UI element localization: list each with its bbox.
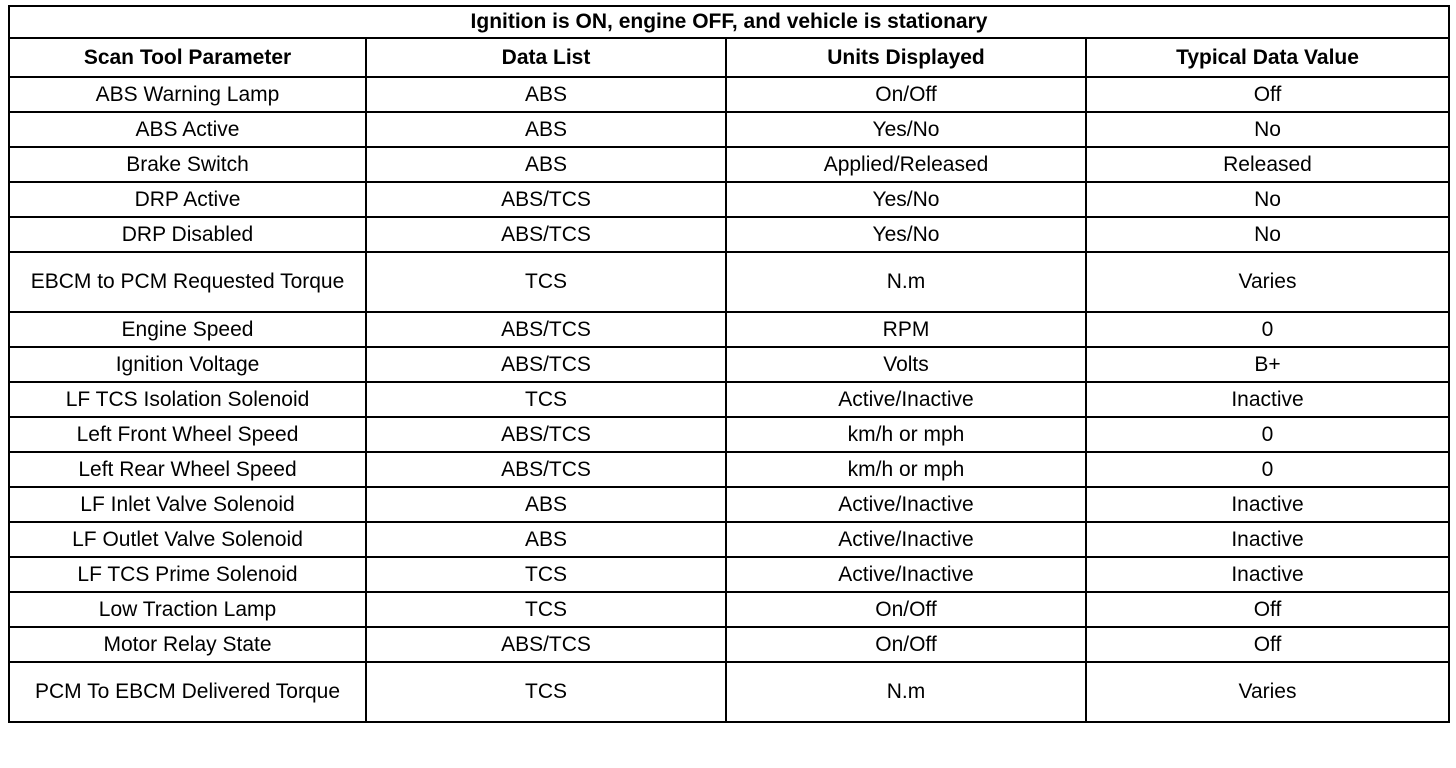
table-row — [9, 592, 1449, 627]
parameter-cell: Brake Switch — [9, 147, 366, 182]
table-row — [9, 217, 1449, 252]
typical-value-cell: No — [1086, 217, 1449, 252]
table-row — [9, 112, 1449, 147]
typical-value-cell: 0 — [1086, 417, 1449, 452]
parameter-cell: LF Inlet Valve Solenoid — [9, 487, 366, 522]
units-cell: Applied/Released — [726, 147, 1086, 182]
parameter-cell: LF TCS Prime Solenoid — [9, 557, 366, 592]
data-list-cell: ABS/TCS — [366, 452, 726, 487]
typical-value-cell: No — [1086, 182, 1449, 217]
table-row — [9, 627, 1449, 662]
typical-value-cell: B+ — [1086, 347, 1449, 382]
typical-value-cell: Released — [1086, 147, 1449, 182]
typical-value-cell: Off — [1086, 592, 1449, 627]
parameter-cell: Low Traction Lamp — [9, 592, 366, 627]
data-list-cell: TCS — [366, 557, 726, 592]
parameter-cell: LF Outlet Valve Solenoid — [9, 522, 366, 557]
data-list-cell: ABS — [366, 112, 726, 147]
parameter-cell: Left Front Wheel Speed — [9, 417, 366, 452]
data-list-cell: ABS — [366, 487, 726, 522]
data-list-cell: ABS — [366, 522, 726, 557]
data-list-cell: TCS — [366, 382, 726, 417]
data-list-cell: TCS — [366, 592, 726, 627]
table-caption-row — [9, 6, 1449, 38]
parameter-cell: PCM To EBCM Delivered Torque — [9, 662, 366, 722]
column-header-parameter: Scan Tool Parameter — [9, 38, 366, 77]
table-row — [9, 417, 1449, 452]
data-list-cell: ABS/TCS — [366, 347, 726, 382]
units-cell: Active/Inactive — [726, 557, 1086, 592]
data-list-cell: ABS — [366, 147, 726, 182]
table-row — [9, 487, 1449, 522]
table-row — [9, 557, 1449, 592]
units-cell: Yes/No — [726, 112, 1086, 147]
units-cell: On/Off — [726, 627, 1086, 662]
typical-value-cell: Inactive — [1086, 557, 1449, 592]
data-list-cell: TCS — [366, 662, 726, 722]
table-row — [9, 147, 1449, 182]
column-header-data-list: Data List — [366, 38, 726, 77]
table-row — [9, 347, 1449, 382]
units-cell: N.m — [726, 252, 1086, 312]
units-cell: Volts — [726, 347, 1086, 382]
table-row — [9, 252, 1449, 312]
typical-value-cell: Inactive — [1086, 487, 1449, 522]
typical-value-cell: Inactive — [1086, 382, 1449, 417]
parameter-cell: Left Rear Wheel Speed — [9, 452, 366, 487]
table-header-row — [9, 38, 1449, 77]
units-cell: Active/Inactive — [726, 487, 1086, 522]
column-header-typical-value: Typical Data Value — [1086, 38, 1449, 77]
parameter-cell: ABS Warning Lamp — [9, 77, 366, 112]
data-list-cell: ABS/TCS — [366, 417, 726, 452]
scan-tool-data-table — [8, 5, 1450, 723]
parameter-cell: Motor Relay State — [9, 627, 366, 662]
table-row — [9, 662, 1449, 722]
table-caption: Ignition is ON, engine OFF, and vehicle is stationary — [9, 6, 1449, 38]
units-cell: N.m — [726, 662, 1086, 722]
table-row — [9, 522, 1449, 557]
parameter-cell: DRP Disabled — [9, 217, 366, 252]
units-cell: Active/Inactive — [726, 382, 1086, 417]
units-cell: km/h or mph — [726, 452, 1086, 487]
data-list-cell: ABS — [366, 77, 726, 112]
data-list-cell: ABS/TCS — [366, 627, 726, 662]
parameter-cell: LF TCS Isolation Solenoid — [9, 382, 366, 417]
column-header-units: Units Displayed — [726, 38, 1086, 77]
data-list-cell: TCS — [366, 252, 726, 312]
parameter-cell: ABS Active — [9, 112, 366, 147]
units-cell: Active/Inactive — [726, 522, 1086, 557]
table-row — [9, 452, 1449, 487]
units-cell: RPM — [726, 312, 1086, 347]
parameter-cell: Ignition Voltage — [9, 347, 366, 382]
typical-value-cell: 0 — [1086, 312, 1449, 347]
units-cell: On/Off — [726, 77, 1086, 112]
typical-value-cell: Off — [1086, 627, 1449, 662]
data-list-cell: ABS/TCS — [366, 217, 726, 252]
data-list-cell: ABS/TCS — [366, 312, 726, 347]
typical-value-cell: No — [1086, 112, 1449, 147]
typical-value-cell: Off — [1086, 77, 1449, 112]
table-row — [9, 312, 1449, 347]
table-row — [9, 182, 1449, 217]
parameter-cell: EBCM to PCM Requested Torque — [9, 252, 366, 312]
parameter-cell: DRP Active — [9, 182, 366, 217]
units-cell: km/h or mph — [726, 417, 1086, 452]
units-cell: Yes/No — [726, 182, 1086, 217]
typical-value-cell: 0 — [1086, 452, 1449, 487]
typical-value-cell: Inactive — [1086, 522, 1449, 557]
typical-value-cell: Varies — [1086, 662, 1449, 722]
data-list-cell: ABS/TCS — [366, 182, 726, 217]
table-row — [9, 382, 1449, 417]
units-cell: On/Off — [726, 592, 1086, 627]
typical-value-cell: Varies — [1086, 252, 1449, 312]
units-cell: Yes/No — [726, 217, 1086, 252]
parameter-cell: Engine Speed — [9, 312, 366, 347]
table-row — [9, 77, 1449, 112]
